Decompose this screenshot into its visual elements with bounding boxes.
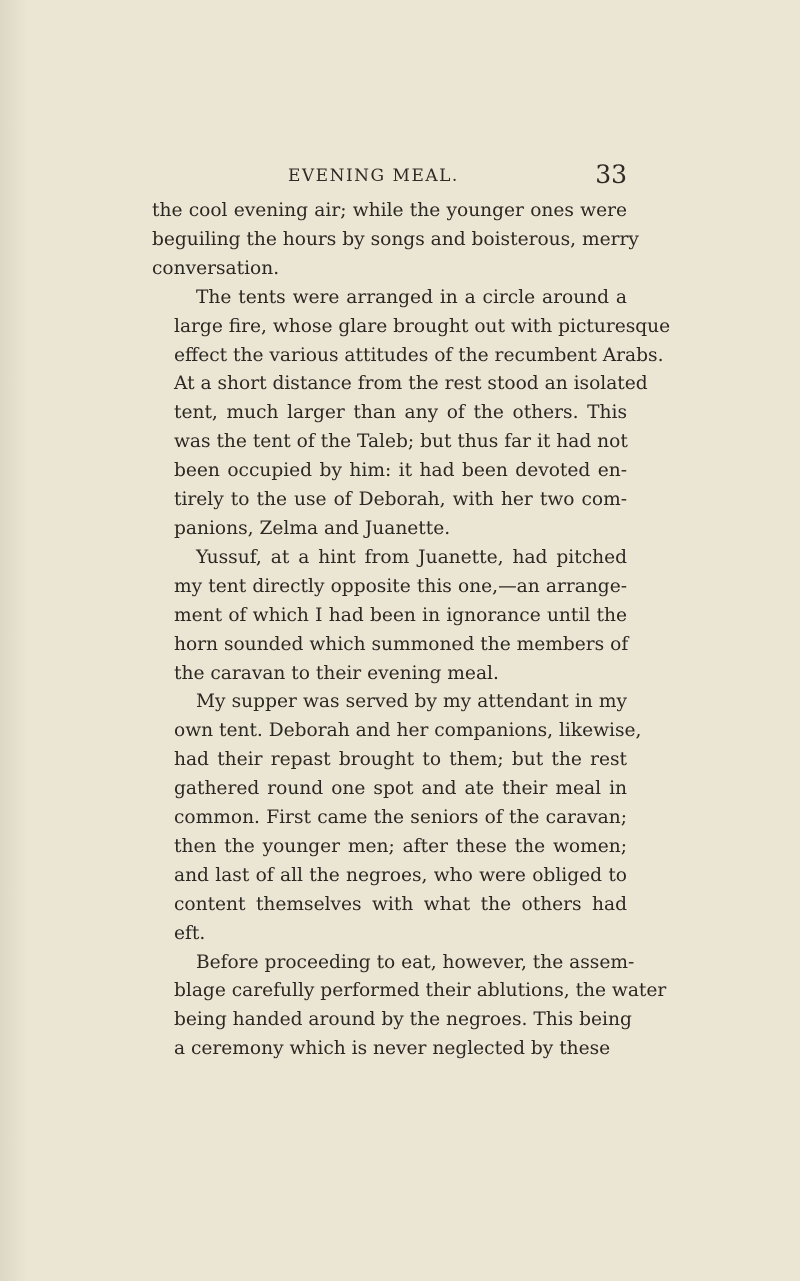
text-line: large fire, whose glare brought out with picturesque [174,315,671,337]
text-line: my tent directly opposite this one,—an arrange- [174,575,627,597]
body-text [152,197,671,1064]
text-line: own tent. Deborah and her companions, likewise, [174,720,642,742]
paragraph [152,197,639,284]
text-line: and last of all the negroes, who were obliged to [174,864,627,886]
text-line: had their repast brought to them; but the rest [174,749,627,771]
paragraph [152,688,642,948]
text-line: Before proceeding to eat, however, the assem- [196,951,635,973]
page-number: 33 [595,160,627,189]
paragraph [152,284,671,544]
text-line: was the tent of the Taleb; but thus far it had not [174,431,628,453]
text-line: been occupied by him: it had been devoted en- [174,460,627,482]
text-line: horn sounded which summoned the members of [174,633,629,655]
text-line: eft. [174,922,206,944]
running-head: EVENING MEAL. [288,166,459,186]
text-line: My supper was served by my attendant in my [196,691,627,713]
text-line: gathered round one spot and ate their meal in [174,778,627,800]
text-line: the cool evening air; while the younger ones were [152,200,627,221]
text-line: The tents were arranged in a circle around a [196,286,627,308]
text-line: conversation. [152,257,280,279]
text-line: common. First came the seniors of the caravan; [174,807,627,829]
text-line: effect the various attitudes of the recumbent Arabs. [174,344,664,366]
text-line: panions, Zelma and Juanette. [174,517,451,539]
text-line: the caravan to their evening meal. [174,662,499,684]
paragraph [152,949,667,1065]
text-line: At a short distance from the rest stood an isolated [174,373,648,395]
text-line: content themselves with what the others had [174,893,627,915]
page-header [152,160,627,192]
text-line: tent, much larger than any of the others. This [174,402,627,424]
text-line: beguiling the hours by songs and boisterous, merry [152,228,639,250]
text-line: ment of which I had been in ignorance until the [174,604,627,626]
text-line: blage carefully performed their ablutions, the water [174,980,667,1002]
text-line: a ceremony which is never neglected by these [174,1038,611,1060]
text-line: being handed around by the negroes. This being [174,1009,632,1031]
paragraph [152,544,627,689]
text-line: Yussuf, at a hint from Juanette, had pitched [196,546,627,568]
text-line: tirely to the use of Deborah, with her two com- [174,489,627,511]
text-line: then the younger men; after these the women; [174,835,627,857]
